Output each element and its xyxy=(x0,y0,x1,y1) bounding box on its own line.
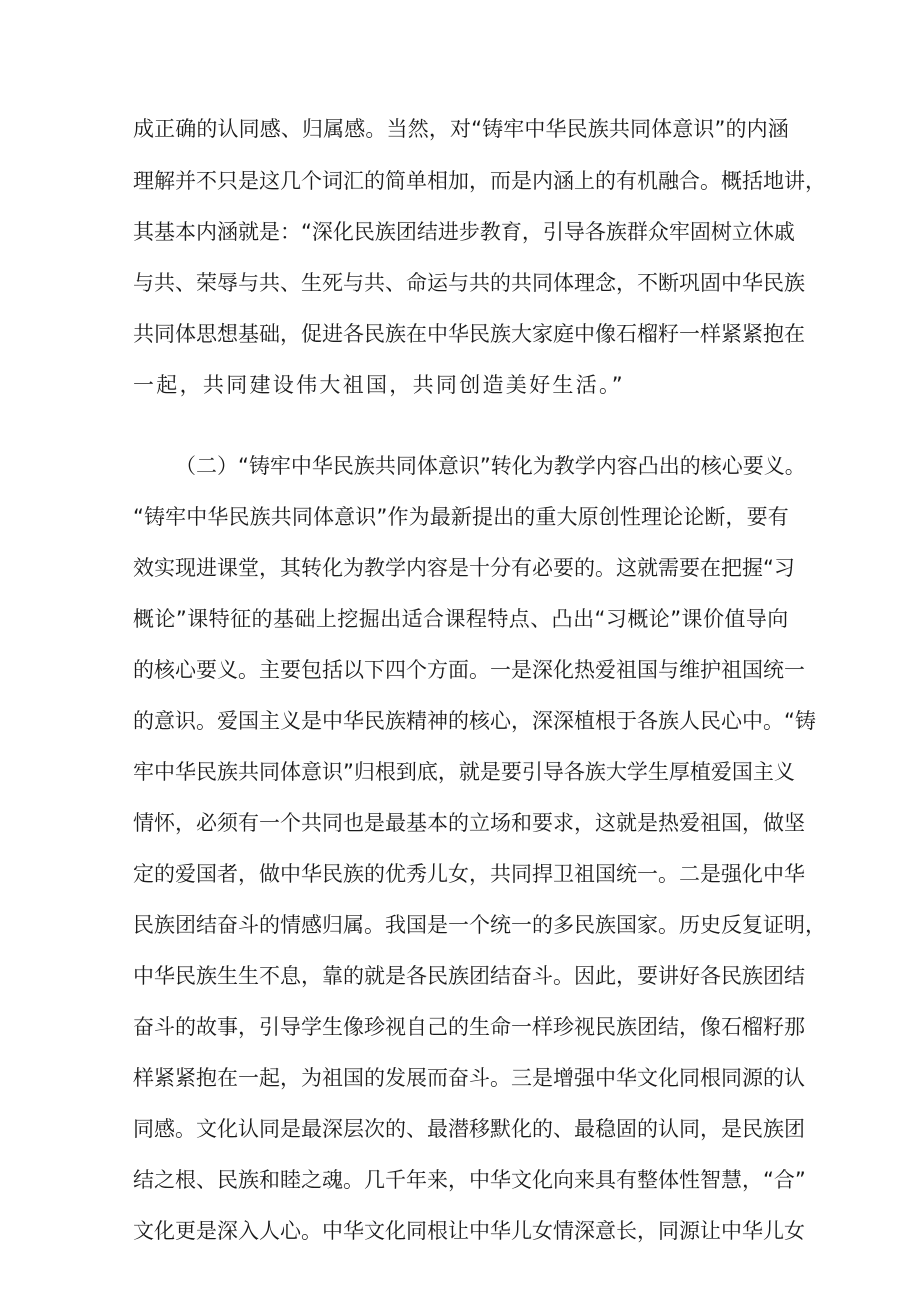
text-line: 定的爱国者，做中华民族的优秀儿女，共同捍卫祖国统一。二是强化中华 xyxy=(133,862,805,886)
text-line: “铸牢中华民族共同体意识”作为最新提出的重大原创性理论论断，要有 xyxy=(133,505,789,529)
text-line: 结之根、民族和睦之魂。几千年来，中华文化向来具有整体性智慧，“合” xyxy=(133,1168,806,1192)
text-line: 概论”课特征的基础上挖掘出适合课程特点、凸出“习概论”课价值导向 xyxy=(133,607,789,631)
text-line: 同感。文化认同是最深层次的、最潜移默化的、最稳固的认同，是民族团 xyxy=(133,1117,805,1141)
text-line: 与共、荣辱与共、生死与共、命运与共的共同体理念，不断巩固中华民族 xyxy=(133,271,805,295)
text-line: 效实现进课堂，其转化为教学内容是十分有必要的。这就需要在把握“习 xyxy=(133,556,795,580)
text-line: 一起，共同建设伟大祖国，共同创造美好生活。” xyxy=(133,373,625,397)
text-line: 共同体思想基础，促进各民族在中华民族大家庭中像石榴籽一样紧紧抱在 xyxy=(133,322,805,346)
text-line: 奋斗的故事，引导学生像珍视自己的生命一样珍视民族团结，像石榴籽那 xyxy=(133,1015,805,1039)
text-line: 样紧紧抱在一起，为祖国的发展而奋斗。三是增强中华文化同根同源的认 xyxy=(133,1066,805,1090)
text-line: 其基本内涵就是：“深化民族团结进步教育，引导各族群众牢固树立休戚 xyxy=(133,220,795,244)
section-heading: （二）“铸牢中华民族共同体意识”转化为教学内容凸出的核心要义。 xyxy=(175,454,806,478)
text-line: 理解并不只是这几个词汇的简单相加，而是内涵上的有机融合。概括地讲， xyxy=(133,169,826,193)
text-line: 情怀，必须有一个共同也是最基本的立场和要求，这就是热爱祖国，做坚 xyxy=(133,811,805,835)
text-line: 民族团结奋斗的情感归属。我国是一个统一的多民族国家。历史反复证明， xyxy=(133,913,826,937)
text-line: 牢中华民族共同体意识”归根到底，就是要引导各族大学生厚植爱国主义 xyxy=(133,760,795,784)
text-line: 中华民族生生不息，靠的就是各民族团结奋斗。因此，要讲好各民族团结 xyxy=(133,964,805,988)
text-line: 成正确的认同感、归属感。当然，对“铸牢中华民族共同体意识”的内涵 xyxy=(133,117,789,141)
text-line: 的核心要义。主要包括以下四个方面。一是深化热爱祖国与维护祖国统一 xyxy=(133,658,805,682)
text-line: 的意识。爱国主义是中华民族精神的核心，深深植根于各族人民心中。“铸 xyxy=(133,709,816,733)
text-line: 文化更是深入人心。中华文化同根让中华儿女情深意长，同源让中华儿女 xyxy=(133,1219,805,1243)
